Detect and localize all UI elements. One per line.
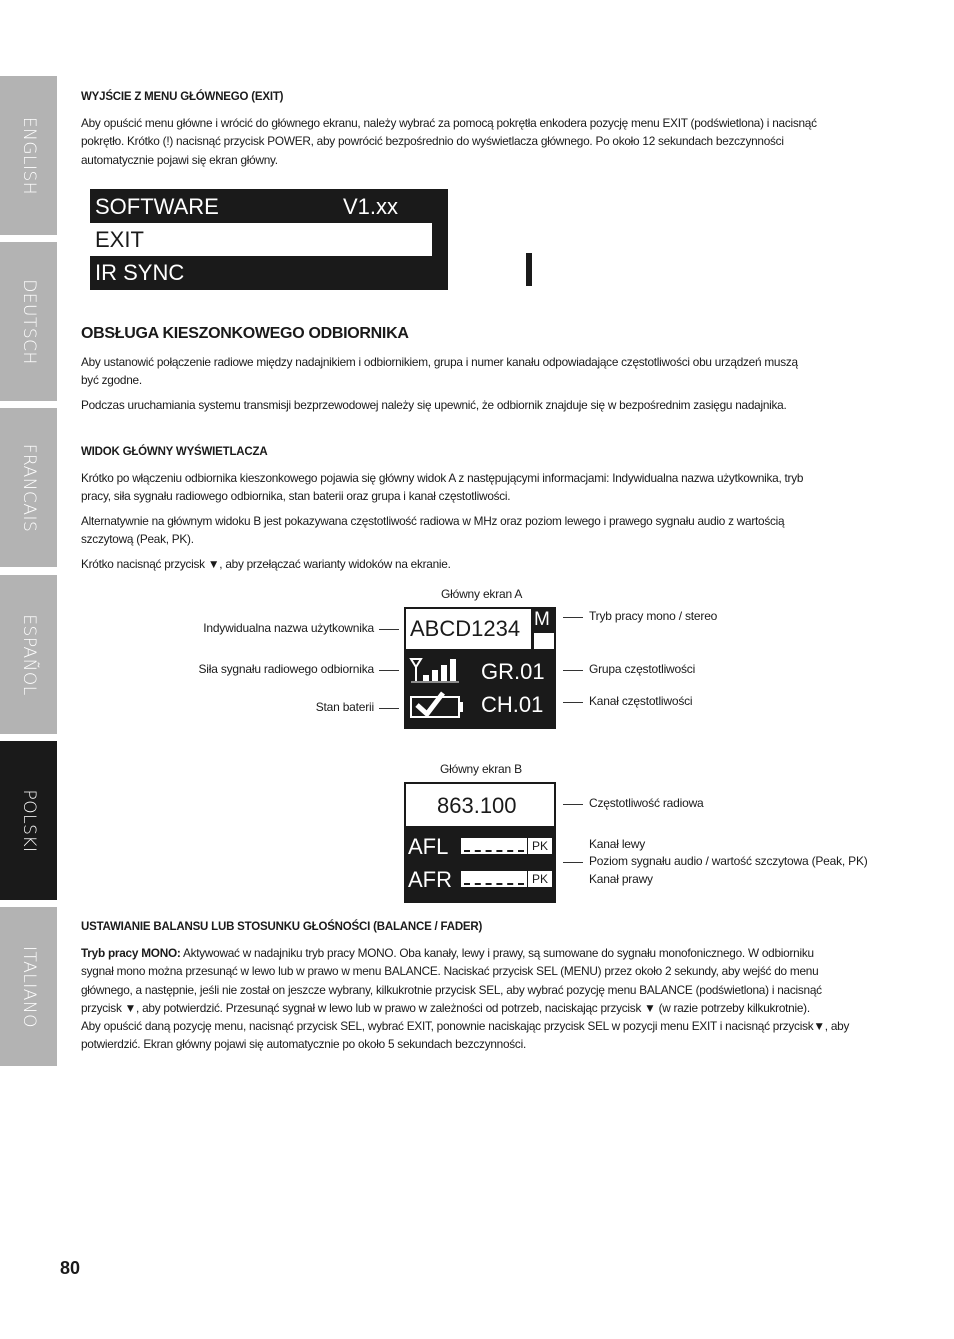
afl-peak-label: PK xyxy=(528,838,552,854)
label-battery: Stan baterii xyxy=(315,700,374,714)
section-exit-paragraph xyxy=(81,114,871,169)
section-display-paragraph-2 xyxy=(81,512,871,549)
mono-mode-lead: Tryb pracy MONO: xyxy=(81,946,181,960)
tab-english[interactable] xyxy=(0,76,57,235)
text-line: szczytową (Peak, PK). xyxy=(81,532,194,547)
menu-row-software xyxy=(90,190,432,223)
tab-espanol-label: ESPAÑOL xyxy=(18,613,39,696)
leader-line xyxy=(563,617,583,618)
text-line: Aby opuścić daną pozycję menu, nacisnąć przycisk SEL, wybrać EXIT, ponownie naciskając przycisk SEL w pozycji menu EXIT i nacisnąć przycisk▼, aby xyxy=(81,1019,850,1034)
tab-polski-label: POLSKI xyxy=(18,788,39,853)
battery-check-icon xyxy=(409,691,467,719)
leader-line xyxy=(563,804,583,805)
text-line: automatycznie pojawi się ekran główny. xyxy=(81,152,278,167)
mono-mode-text: Aktywować w nadajniku tryb pracy MONO. Oba kanały, lewy i prawy, są sumowane do sygnału monofonicznego. W odbiorniku xyxy=(180,946,814,960)
tab-italiano-label: ITALIANO xyxy=(18,945,39,1028)
text-line: głównego, a następnie, jeśli nie został on jeszcze wybrany, kilkukrotnie przycisk SEL, aby wybrać pozycję menu BALANCE (podświetlona) i nacisnąć xyxy=(81,982,822,997)
screen-a-display xyxy=(404,607,556,729)
screen-b-display xyxy=(404,782,556,903)
section-balance-heading: USTAWIANIE BALANSU LUB STOSUNKU GŁOŚNOŚCI (BALANCE / FADER) xyxy=(81,921,483,933)
screen-b-frequency: 863.100 xyxy=(437,793,517,818)
label-signal-strength: Siła sygnału radiowego odbiornika xyxy=(198,662,374,676)
section-receiver-heading: OBSŁUGA KIESZONKOWEGO ODBIORNIKA xyxy=(81,325,409,342)
leader-line xyxy=(379,708,399,709)
text-line: przycisk ▼, aby potwierdzić. Przesunąć sygnał w lewo lub w prawo w zależności od potrzeb, naciskając przycisk ▼ (w razie potrzeby kilkukrotnie). xyxy=(81,1000,810,1015)
screen-a-mode: M xyxy=(534,609,550,630)
tab-deutsch-label: DEUTSCH xyxy=(18,278,39,365)
label-user-name: Indywidualna nazwa użytkownika xyxy=(203,621,374,635)
menu-row-software-value: V1.xx xyxy=(343,194,399,219)
afr-peak-label: PK xyxy=(528,871,552,887)
leader-line xyxy=(563,862,583,863)
text-line: pokrętło. Krótko (!) nacisnąć przycisk POWER, aby powrócić bezpośrednio do wyświetlacza głównego. Po około 12 sekundach bezczynności xyxy=(81,134,784,149)
tab-italiano[interactable] xyxy=(0,907,57,1066)
screen-b-afr: AFR xyxy=(408,867,452,892)
leader-line xyxy=(563,702,583,703)
afl-level-dashes xyxy=(464,850,524,852)
tab-english-label: ENGLISH xyxy=(18,116,39,195)
menu-row-exit: EXIT xyxy=(90,223,432,256)
screen-a-user-name: ABCD1234 xyxy=(410,616,521,641)
section-exit-heading: WYJŚCIE Z MENU GŁÓWNEGO (EXIT) xyxy=(81,91,284,103)
text-line: być zgodne. xyxy=(81,373,142,388)
screen-b-caption: Główny ekran B xyxy=(440,762,522,776)
tab-deutsch[interactable] xyxy=(0,242,57,401)
label-right-channel: Kanał prawy xyxy=(589,872,653,886)
tab-francais-label: FRANCAIS xyxy=(18,443,39,532)
label-group: Grupa częstotliwości xyxy=(589,662,696,676)
text-line: Krótko po włączeniu odbiornika kieszonkowego pojawia się główny widok A z następującymi informacjami: Indywidualna nazwa użytkownika, tryb xyxy=(81,471,804,485)
label-frequency: Częstotliwość radiowa xyxy=(589,796,704,810)
section-receiver-paragraph-2: Podczas uruchamiania systemu transmisji bezprzewodowej należy się upewnić, że odbiornik znajduje się w bezpośrednim zasięgu nadajnika. xyxy=(81,398,787,412)
section-display-paragraph-1 xyxy=(81,469,871,506)
screen-b-afl: AFL xyxy=(408,834,449,859)
page-number: 80 xyxy=(60,1258,81,1278)
leader-line xyxy=(563,670,583,671)
text-line: potwierdzić. Ekran główny pojawi się automatycznie po około 5 sekundach bezczynności. xyxy=(81,1037,526,1052)
tab-polski[interactable] xyxy=(0,741,57,900)
section-display-paragraph-3: Krótko nacisnąć przycisk ▼, aby przełączać warianty widoków na ekranie. xyxy=(81,557,451,571)
screen-a-channel: CH.01 xyxy=(481,692,544,717)
text-line: pracy, siła sygnału radiowego odbiornika, stan baterii oraz grupa i kanał częstotliwości. xyxy=(81,489,511,504)
tab-espanol[interactable] xyxy=(0,575,57,734)
menu-row-software-label: SOFTWARE xyxy=(95,194,219,219)
text-line: Aby ustanowić połączenie radiowe między nadajnikiem i odbiornikiem, grupa i numer kanału odpowiadające częstotliwości obu urządzeń muszą xyxy=(81,355,798,369)
label-audio-level: Poziom sygnału audio / wartość szczytowa (Peak, PK) xyxy=(589,854,868,868)
label-left-channel: Kanał lewy xyxy=(589,837,646,851)
screen-a-caption: Główny ekran A xyxy=(441,587,523,601)
screen-a-mode-underline xyxy=(534,633,554,649)
text-line: sygnał mono można przesunąć w lewo lub w prawo w menu BALANCE. Naciskać przycisk SEL (MENU) przez około 2 sekundy, aby wejść do menu xyxy=(81,964,819,979)
text-line: Aby opuścić menu główne i wrócić do głównego ekranu, należy wybrać za pomocą pokrętła enkodera pozycję menu EXIT (podświetlona) i nacisnąć xyxy=(81,116,817,130)
label-channel: Kanał częstotliwości xyxy=(589,694,693,708)
label-mode: Tryb pracy mono / stereo xyxy=(589,609,718,623)
section-receiver-paragraph-1 xyxy=(81,353,871,390)
menu-scrollbar-thumb xyxy=(526,253,532,286)
tab-francais[interactable] xyxy=(0,408,57,567)
text-line: Alternatywnie na głównym widoku B jest pokazywana częstotliwość radiowa w MHz oraz poziom lewego i prawego sygnału audio z wartością xyxy=(81,514,785,528)
menu-lcd-display xyxy=(90,189,448,290)
section-balance-paragraph xyxy=(81,944,871,1054)
screen-a-group: GR.01 xyxy=(481,659,545,684)
menu-scrollbar xyxy=(523,191,535,288)
section-display-heading: WIDOK GŁÓWNY WYŚWIETLACZA xyxy=(81,446,268,458)
text-line xyxy=(81,944,871,962)
leader-line xyxy=(379,629,399,630)
signal-strength-icon xyxy=(409,657,467,683)
menu-row-ir-sync: IR SYNC xyxy=(90,256,432,289)
afr-level-dashes xyxy=(464,883,524,885)
leader-line xyxy=(379,670,399,671)
